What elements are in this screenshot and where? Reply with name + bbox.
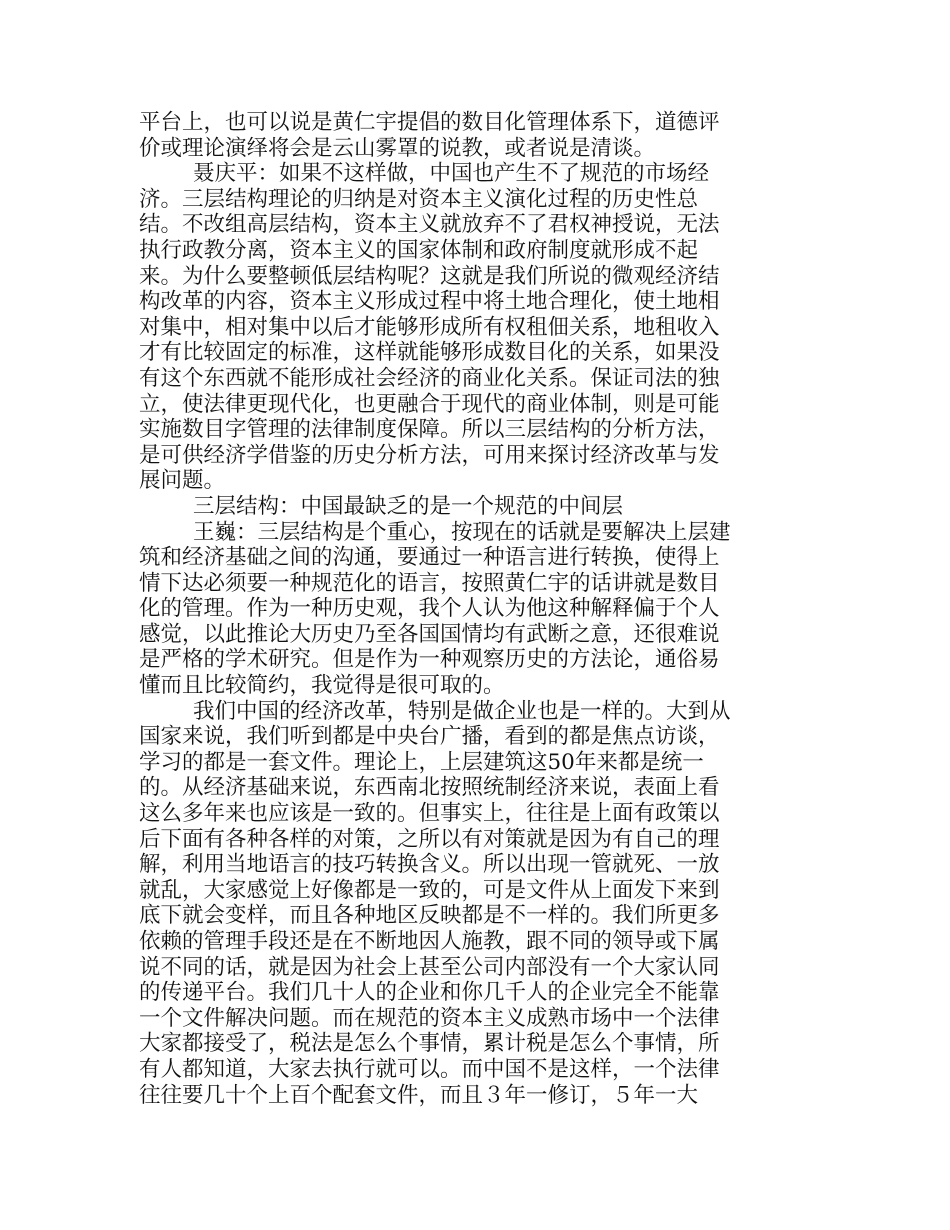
text-line: 来。为什么要整顿低层结构呢？这就是我们所说的微观经济结 — [139, 263, 720, 289]
text-line: 化的管理。作为一种历史观，我个人认为他这种解释偏于个人 — [139, 596, 720, 622]
paragraph-first-line: 聂庆平：如果不这样做，中国也产生不了规范的市场经 — [193, 161, 710, 187]
text-line: 的传递平台。我们几十人的企业和你几千人的企业完全不能靠 — [139, 980, 720, 1006]
text-line: 才有比较固定的标准，这样就能够形成数目化的关系，如果没 — [139, 340, 720, 366]
text-line: 解，利用当地语言的技巧转换含义。所以出现一管就死、一放 — [139, 852, 720, 878]
text-line: 情下达必须要一种规范化的语言，按照黄仁宇的话讲就是数目 — [139, 570, 720, 596]
text-line: 是可供经济学借鉴的历史分析方法，可用来探讨经济改革与发 — [139, 442, 720, 468]
text-line: 感觉，以此推论大历史乃至各国国情均有武断之意，还很难说 — [139, 621, 720, 647]
text-line: 这么多年来也应该是一致的。但事实上，往往是上面有政策以 — [139, 801, 720, 827]
text-line: 有这个东西就不能形成社会经济的商业化关系。保证司法的独 — [139, 365, 720, 391]
text-line: 济。三层结构理论的归纳是对资本主义演化过程的历史性总 — [139, 186, 699, 212]
text-line: 懂而且比较简约，我觉得是很可取的。 — [139, 673, 505, 699]
text-line: 构改革的内容，资本主义形成过程中将土地合理化，使土地相 — [139, 289, 720, 315]
text-line: 是严格的学术研究。但是作为一种观察历史的方法论，通俗易 — [139, 647, 720, 673]
paragraph-first-line: 三层结构：中国最缺乏的是一个规范的中间层 — [193, 493, 624, 519]
text-line: 立，使法律更现代化，也更融合于现代的商业体制，则是可能 — [139, 391, 720, 417]
text-line: 大家都接受了，税法是怎么个事情，累计税是怎么个事情，所 — [139, 1031, 720, 1057]
text-line: 平台上，也可以说是黄仁宇提倡的数目化管理体系下，道德评 — [139, 110, 720, 135]
text-line: 有人都知道，大家去执行就可以。而中国不是这样，一个法律 — [139, 1056, 720, 1082]
text-line: 对集中，相对集中以后才能够形成所有权租佃关系，地租收入 — [139, 314, 720, 340]
paragraph-first-line: 我们中国的经济改革，特别是做企业也是一样的。大到从 — [193, 698, 731, 724]
text-line: 筑和经济基础之间的沟通，要通过一种语言进行转换，使得上 — [139, 545, 720, 571]
text-line: 展问题。 — [139, 468, 226, 494]
text-line: 价或理论演绎将会是云山雾罩的说教，或者说是清谈。 — [139, 135, 656, 161]
text-line: 结。不改组高层结构，资本主义就放弃不了君权神授说，无法 — [139, 212, 720, 238]
text-line: 依赖的管理手段还是在不断地因人施教，跟不同的领导或下属 — [139, 929, 720, 954]
document-page — [139, 110, 739, 1108]
paragraph-first-line: 王巍：三层结构是个重心，按现在的话就是要解决上层建 — [193, 519, 731, 545]
text-line: 执行政教分离，资本主义的国家体制和政府制度就形成不起 — [139, 237, 699, 263]
text-line: 后下面有各种各样的对策，之所以有对策就是因为有自己的理 — [139, 826, 720, 852]
text-line: 一个文件解决问题。而在规范的资本主义成熟市场中一个法律 — [139, 1005, 720, 1031]
text-line: 学习的都是一套文件。理论上，上层建筑这50年来都是统一 — [139, 749, 704, 775]
text-line: 的。从经济基础来说，东西南北按照统制经济来说，表面上看 — [139, 775, 720, 801]
text-line: 国家来说，我们听到都是中央台广播，看到的都是焦点访谈， — [139, 724, 720, 750]
text-line: 说不同的话，就是因为社会上甚至公司内部没有一个大家认同 — [139, 954, 720, 980]
text-line: 往往要几十个上百个配套文件，而且３年一修订，５年一大 — [139, 1082, 699, 1108]
text-line: 底下就会变样，而且各种地区反映都是不一样的。我们所更多 — [139, 903, 720, 929]
text-line: 实施数目字管理的法律制度保障。所以三层结构的分析方法， — [139, 417, 720, 443]
text-line: 就乱，大家感觉上好像都是一致的，可是文件从上面发下来到 — [139, 877, 720, 903]
